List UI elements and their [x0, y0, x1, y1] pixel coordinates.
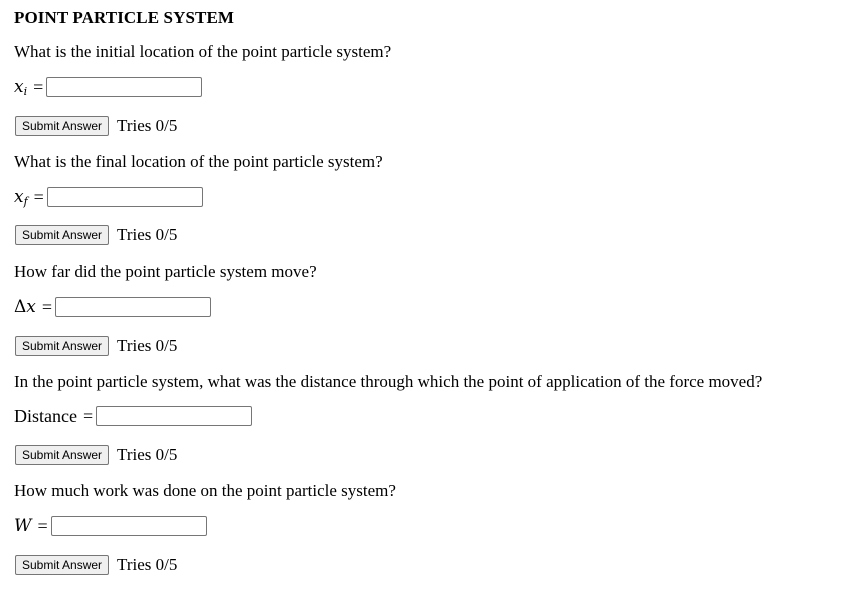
- initial-location-input[interactable]: [46, 77, 202, 97]
- equals-sign: =: [82, 405, 94, 426]
- submit-answer-button-5[interactable]: Submit Answer: [15, 555, 109, 575]
- submit-answer-button-1[interactable]: Submit Answer: [15, 116, 109, 136]
- submit-row-displacement: [15, 336, 177, 356]
- equals-sign: =: [41, 296, 53, 317]
- answer-row-final-location: [14, 186, 203, 208]
- question-displacement: How far did the point particle system move?: [14, 262, 317, 281]
- question-initial-location: What is the initial location of the point particle system?: [14, 42, 392, 61]
- submit-answer-button-3[interactable]: Submit Answer: [15, 336, 109, 356]
- tries-counter-2: Tries 0/5: [117, 225, 178, 244]
- tries-counter-3: Tries 0/5: [117, 336, 178, 355]
- equals-sign: =: [33, 76, 44, 97]
- final-location-input[interactable]: [47, 187, 203, 207]
- label-delta-x: Δx: [14, 297, 36, 317]
- question-distance: In the point particle system, what was the distance through which the point of application of the force moved?: [14, 372, 763, 391]
- distance-input[interactable]: [96, 406, 252, 426]
- work-input[interactable]: [51, 516, 207, 536]
- answer-row-displacement: [14, 296, 211, 318]
- question-final-location: What is the final location of the point particle system?: [14, 152, 383, 171]
- submit-row-distance: [15, 445, 177, 465]
- answer-row-initial-location: [14, 76, 202, 98]
- tries-counter-4: Tries 0/5: [117, 445, 178, 464]
- label-w: W: [14, 516, 32, 536]
- displacement-input[interactable]: [55, 297, 211, 317]
- submit-row-initial-location: [15, 116, 177, 136]
- page-title: POINT PARTICLE SYSTEM: [14, 8, 235, 27]
- equals-sign: =: [33, 186, 44, 207]
- submit-answer-button-2[interactable]: Submit Answer: [15, 225, 109, 245]
- submit-answer-button-4[interactable]: Submit Answer: [15, 445, 109, 465]
- question-work: How much work was done on the point particle system?: [14, 481, 396, 500]
- answer-row-distance: [14, 405, 252, 427]
- submit-row-work: [15, 555, 177, 575]
- submit-row-final-location: [15, 225, 177, 245]
- label-distance: Distance: [14, 405, 77, 426]
- tries-counter-1: Tries 0/5: [117, 116, 178, 135]
- answer-row-work: [14, 515, 207, 537]
- equals-sign: =: [37, 515, 48, 536]
- label-x-i: $x_i$: [14, 76, 28, 98]
- label-x-f: $x_f$: [14, 186, 28, 208]
- tries-counter-5: Tries 0/5: [117, 555, 178, 574]
